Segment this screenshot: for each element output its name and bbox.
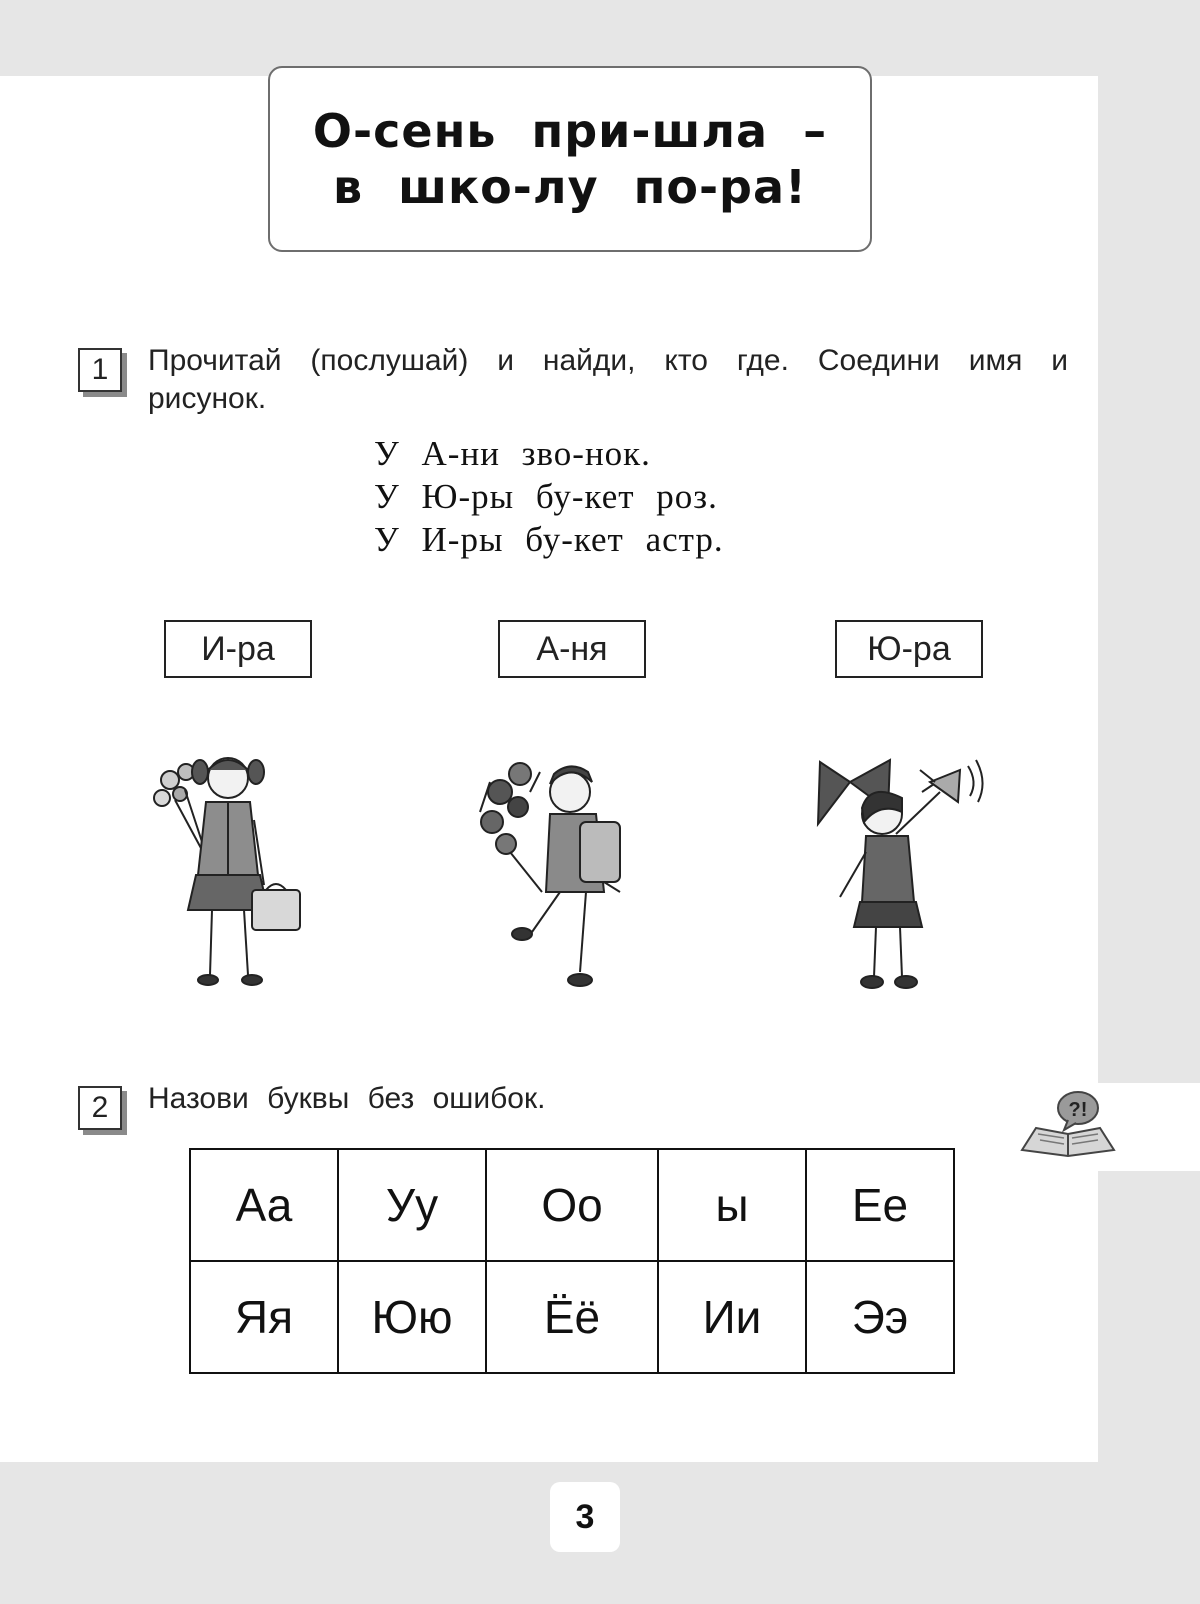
letters-row-1: [190, 1149, 954, 1261]
letter-cell: Ее: [806, 1149, 954, 1261]
task-number-1: 1: [78, 348, 122, 392]
letter-cell: Оо: [486, 1149, 658, 1261]
book-icon-label: ?!: [1068, 1099, 1088, 1121]
reading-line-1: У А-ни зво-нок.: [374, 434, 651, 473]
name-card-yura[interactable]: Ю-ра: [835, 620, 983, 678]
name-card-ira[interactable]: И-ра: [164, 620, 312, 678]
task-number-2: 2: [78, 1086, 122, 1130]
open-book-question-icon: [1018, 1088, 1118, 1164]
letter-cell: Ии: [658, 1261, 806, 1373]
letters-table: [189, 1148, 955, 1374]
reading-line-2: У Ю-ры бу-кет роз.: [374, 477, 718, 516]
title-line-1: О-сень при-шла –: [312, 104, 828, 158]
boy-with-roses-picture[interactable]: [470, 752, 640, 1002]
task2-instruction: Назови буквы без ошибок.: [148, 1082, 546, 1115]
letter-cell: Уу: [338, 1149, 486, 1261]
page-number: 3: [550, 1482, 620, 1552]
letter-cell: Яя: [190, 1261, 338, 1373]
letters-row-2: [190, 1261, 954, 1373]
title-line-2: в шко-лу по-ра!: [332, 160, 807, 214]
letter-cell: Аа: [190, 1149, 338, 1261]
letter-cell: ы: [658, 1149, 806, 1261]
reading-line-3: У И-ры бу-кет астр.: [374, 520, 724, 559]
task1-instruction: Прочитай (послушай) и найди, кто где. Соедини имя и рисунок.: [148, 344, 1068, 415]
name-card-anya[interactable]: А-ня: [498, 620, 646, 678]
reading-text: [374, 432, 724, 561]
girl-with-bell-picture[interactable]: [810, 752, 1010, 1002]
girl-with-flowers-picture[interactable]: [140, 750, 320, 1000]
letter-cell: Юю: [338, 1261, 486, 1373]
title-box: [268, 66, 872, 252]
letter-cell: Ээ: [806, 1261, 954, 1373]
letter-cell: Ёё: [486, 1261, 658, 1373]
